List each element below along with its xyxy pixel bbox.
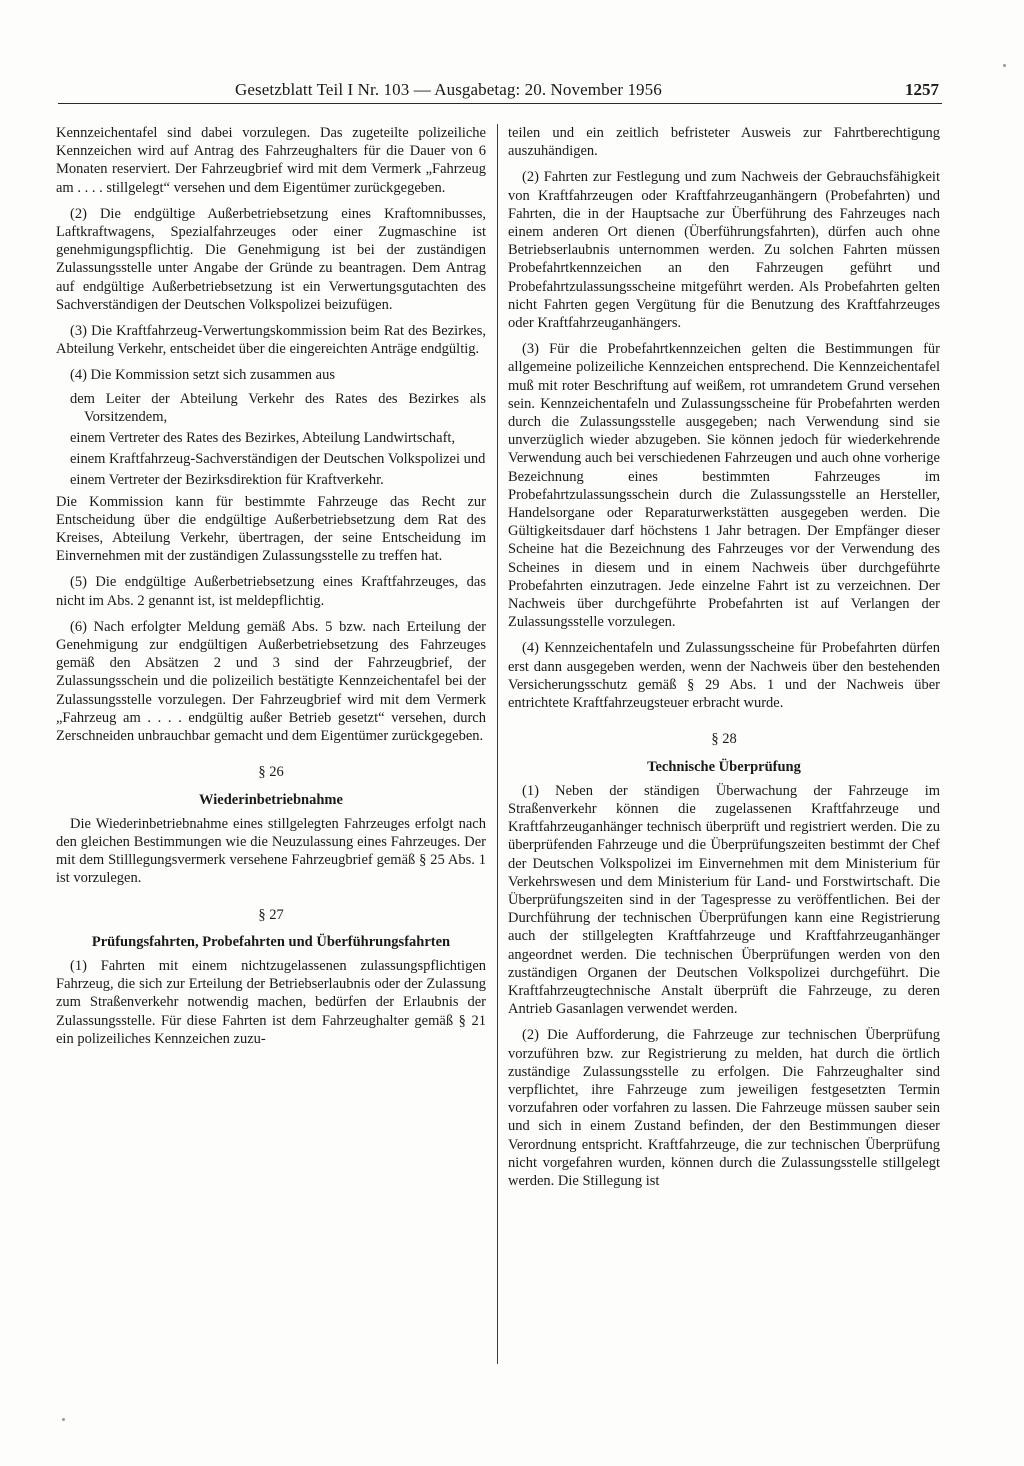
paragraph: (5) Die endgültige Außerbetriebsetzung eines Kraftfahrzeuges, das nicht im Abs. 2 genannt ist, ist meldepflichtig. <box>56 574 486 609</box>
column-divider <box>497 124 498 1364</box>
paragraph: (3) Für die Probefahrtkennzeichen gelten die Bestimmungen für allgemeine polizeiliche Kennzeichen entsprechend. Die Kennzeichentafel muß mit roter Beschriftung auf weißem, rot umrandetem Grund versehen sein. Kennzeichentafeln und Zulassungsscheine für Probefahrten werden durch die Zulassungsstelle ausgegeben; nach Verwendung sind sie unverzüglich wieder abzugeben. Sie können jedoch für wiederkehrende Verwendung auch bei verschiedenen Fahrzeugen und auch ohne vorherige Bezeichnung eines bestimmten Fahrzeuges im Probefahrtzulassungsschein durch die Zulassungsstelle an Hersteller, Handelsorgane oder Reparaturwerkstätten ausgegeben werden. Die Gültigkeitsdauer darf höchstens 1 Jahr betragen. Der Empfänger dieser Scheine hat die Bezeichnung des Fahrzeuges vor der Verwendung des Scheines in diesem und in einem Nachweis über durchgeführte Probefahrten einzutragen. Jede einzelne Fahrt ist zu verzeichnen. Der Nachweis über durchgeführte Probefahrten ist auf Verlangen der Zulassungsstelle vorzulegen. <box>508 341 940 631</box>
paragraph: (2) Fahrten zur Festlegung und zum Nachweis der Gebrauchsfähigkeit von Kraftfahrzeugen oder Kraftfahrzeuganhängern (Probefahrten) und Fahrten, die in der Hauptsache zur Überführung des Fahrzeuges nach einem anderen Ort dienen (Überführungsfahrten), dürfen auch ohne Betriebserlaubnis unternommen werden. Zu solchen Fahrten müssen Probefahrtkennzeichen an den Fahrzeugen geführt und Probefahrtzulassungsscheine mitgeführt werden. Als Probefahrten gelten nicht Fahrten gegen Vergütung für die Benutzung des Kraftfahrzeuges oder Kraftfahrzeuganhängers. <box>508 169 940 332</box>
paragraph: (1) Fahrten mit einem nichtzugelassenen zulassungspflichtigen Fahrzeug, die sich zur Erteilung der Betriebserlaubnis oder der Zulassung zum Straßenverkehr notwendig machen, bedürfen der Erlaubnis der Zulassungsstelle. Für diese Fahrten ist dem Fahrzeughalter gemäß § 21 ein polizeiliches Kennzeichen zuzu- <box>56 957 486 1047</box>
paragraph: (1) Neben der ständigen Überwachung der Fahrzeuge im Straßenverkehr können die zugelassenen Kraftfahrzeuge und Kraftfahrzeuganhänger technisch überprüft und registriert werden. Die zu überprüfenden Fahrzeuge und die Überprüfungszeiten bestimmt der Chef der Deutschen Volkspolizei im Einvernehmen mit dem Ministerium für Verkehrswesen und dem Ministerium für Land- und Forstwirtschaft. Die Überprüfungszeiten sind in der Tagespresse zu veröffentlichen. Bei der Durchführung der technischen Überprüfungen kann eine Registrierung auch der stillgelegten Kraftfahrzeuge und Kraftfahrzeuganhänger angeordnet werden. Die technischen Überprüfungen werden von den zuständigen Organen der Deutschen Volkspolizei durchgeführt. Die Kraftfahrzeugtechnische Anstalt überprüft die Fahrzeuge, zu deren Antrieb Gasanlagen verwendet werden. <box>508 782 940 1018</box>
scan-speck <box>1003 64 1006 67</box>
header-title: Gesetzblatt Teil I Nr. 103 — Ausgabetag: 20. November 1956 <box>235 80 662 99</box>
paragraph: (3) Die Kraftfahrzeug-Verwertungskommission beim Rat des Bezirkes, Abteilung Verkehr, entscheidet über die eingereichten Anträge endgültig. <box>56 323 486 358</box>
section-number: § 28 <box>711 731 737 748</box>
paragraph: (4) Die Kommission setzt sich zusammen aus <box>70 367 335 384</box>
section-title: Technische Überprüfung <box>647 758 801 775</box>
section-number: § 27 <box>258 906 284 923</box>
left-column <box>56 124 486 1056</box>
paragraph: Kennzeichentafel sind dabei vorzulegen. Das zugeteilte polizeiliche Kennzeichen wird auf Antrag des Fahrzeughalters für die Dauer von 6 Monaten reserviert. Der Fahrzeugbrief wird mit dem Vermerk „Fahrzeug am . . . . stillgelegt“ versehen und dem Eigentümer zurückgegeben. <box>56 125 486 196</box>
page-number: 1257 <box>905 80 939 99</box>
section-number: § 26 <box>258 764 284 781</box>
paragraph: (4) Kennzeichentafeln und Zulassungsscheine für Probefahrten dürfen erst dann ausgegeben werden, wenn der Nachweis über den bestehenden Versicherungsschutz gemäß § 29 Abs. 1 und der Nachweis über entrichtete Kraftfahrzeugsteuer erbracht wurde. <box>508 640 940 712</box>
header-rule <box>58 103 942 104</box>
list-item: einem Kraftfahrzeug-Sachverständigen der Deutschen Volkspolizei und <box>70 451 486 468</box>
section-title: Wiederinbetriebnahme <box>199 791 343 808</box>
right-column <box>508 124 940 1198</box>
paragraph: Die Kommission kann für bestimmte Fahrzeuge das Recht zur Entscheidung über die endgültige Außerbetriebsetzung dem Rat des Kreises, Abteilung Verkehr, übertragen, der seine Entscheidung im Einvernehmen mit der zuständigen Zulassungsstelle zu treffen hat. <box>56 493 486 565</box>
paragraph: Die Wiederinbetriebnahme eines stillgelegten Fahrzeuges erfolgt nach den gleichen Bestimmungen wie die Neuzulassung eines Fahrzeuges. Der mit dem Stilllegungsvermerk versehene Fahrzeugbrief gemäß § 25 Abs. 1 ist vorzulegen. <box>56 815 486 887</box>
section-title: Prüfungsfahrten, Probefahrten und Überführungsfahrten <box>91 933 451 950</box>
list-item: einem Vertreter des Rates des Bezirkes, Abteilung Landwirtschaft, <box>70 430 456 447</box>
list-item: dem Leiter der Abteilung Verkehr des Rates des Bezirkes als Vorsitzendem, <box>70 390 486 425</box>
paragraph: (2) Die Aufforderung, die Fahrzeuge zur technischen Überprüfung vorzuführen bzw. zur Registrierung zu melden, hat durch die örtlich zuständige Zulassungsstelle zu erfolgen. Die Fahrzeughalter sind verpflichtet, ihre Fahrzeuge zum jeweiligen festgesetzten Termin vorzufahren oder vorfahren zu lassen. Die Fahrzeuge müssen sauber sein und sich in einem Zustand befinden, der den Bestimmungen dieser Verordnung entspricht. Kraftfahrzeuge, die zur technischen Überprüfung nicht vorgefahren wurden, können durch die Zulassungsstelle stillgelegt werden. Die Stillegung ist <box>508 1027 940 1189</box>
scan-speck <box>62 1418 65 1421</box>
paragraph: teilen und ein zeitlich befristeter Ausweis zur Fahrtberechtigung auszuhändigen. <box>508 125 940 160</box>
paragraph: (2) Die endgültige Außerbetriebsetzung eines Kraftomnibusses, Laftkraftwagens, Spezialfahrzeuges oder einer Zugmaschine ist genehmigungspflichtig. Die Genehmigung ist bei der zuständigen Zulassungsstelle unter Angabe der Gründe zu beantragen. Dem Antrag auf endgültige Außerbetriebsetzung ist ein Verwertungsgutachten des Sachverständigen der Deutschen Volkspolizei beizufügen. <box>56 205 486 313</box>
list-item: einem Vertreter der Bezirksdirektion für Kraftverkehr. <box>70 472 384 489</box>
paragraph: (6) Nach erfolgter Meldung gemäß Abs. 5 bzw. nach Erteilung der Genehmigung zur endgültigen Außerbetriebsetzung des Fahrzeuges gemäß den Absätzen 2 und 3 sind der Fahrzeugbrief, der Zulassungsschein und die polizeilich bestätigte Kennzeichentafel bei der Zulassungsstelle vorzulegen. Der Fahrzeugbrief wird mit dem Vermerk „Fahrzeug am . . . . endgültig außer Betrieb gesetzt“ versehen, durch Zerschneiden unbrauchbar gemacht und dem Eigentümer zurückgegeben. <box>56 618 486 745</box>
page-header <box>0 80 1024 104</box>
